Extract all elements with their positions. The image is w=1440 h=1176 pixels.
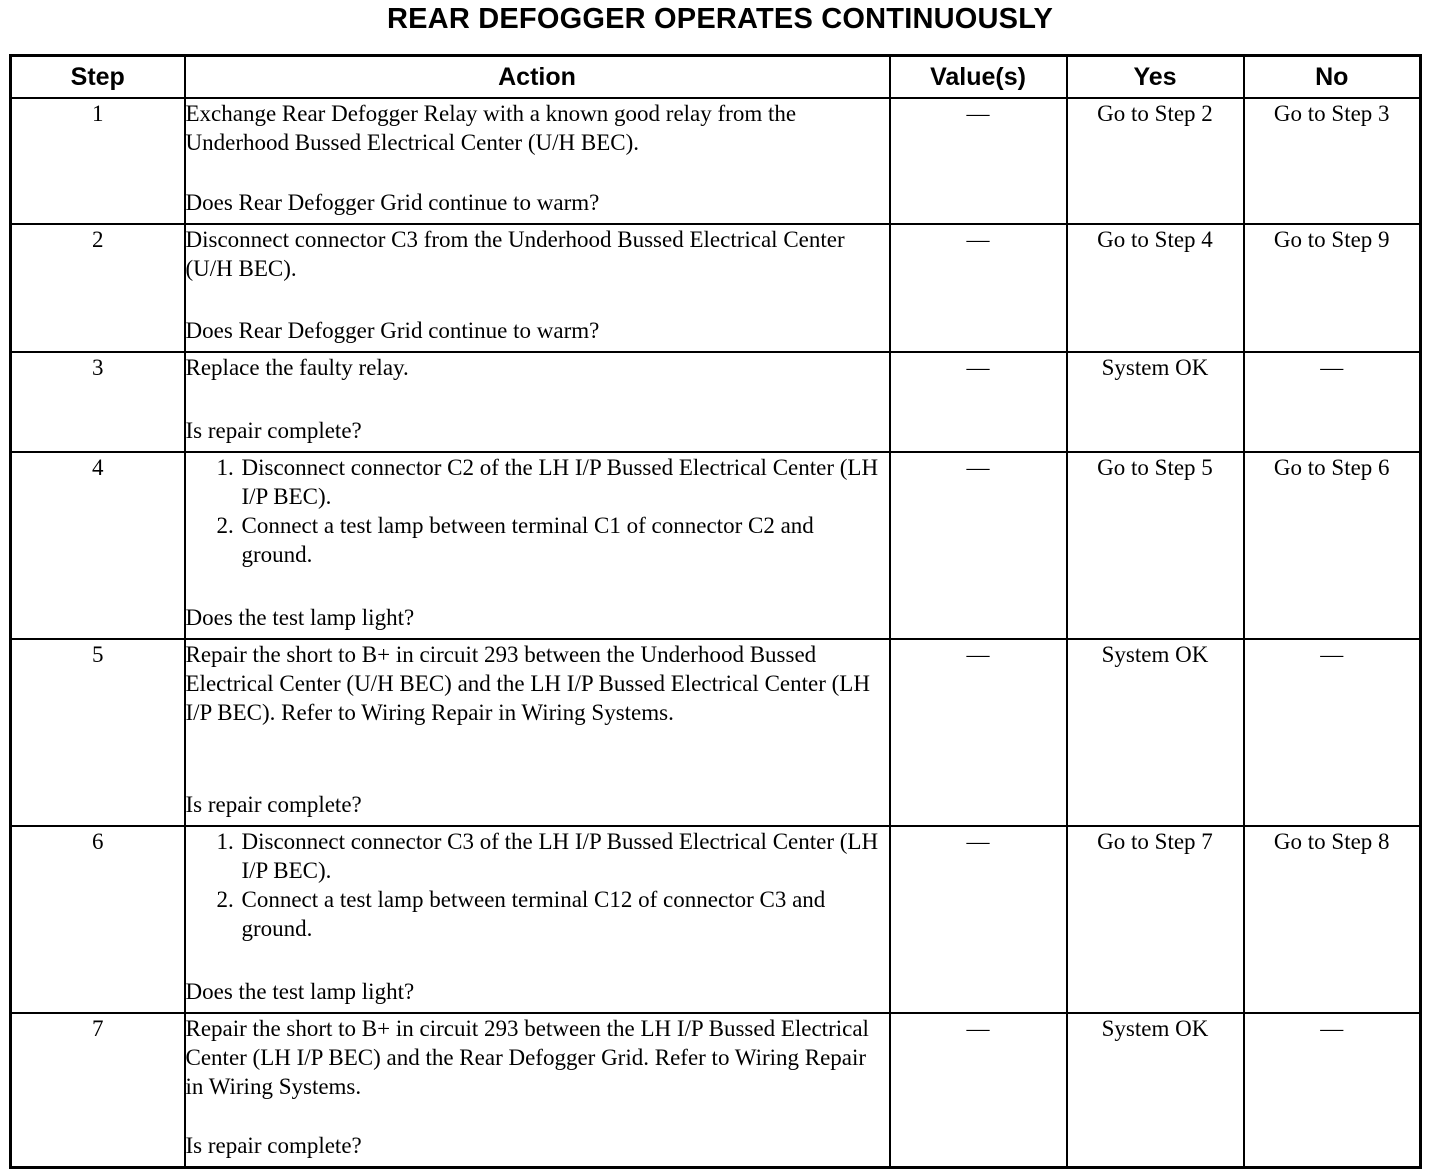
table-row bbox=[11, 98, 1421, 224]
action-instructions bbox=[186, 827, 889, 943]
step-number: 7 bbox=[11, 1013, 185, 1167]
action-content bbox=[186, 99, 889, 217]
action-cell bbox=[185, 98, 890, 224]
diagnostic-table bbox=[9, 54, 1422, 1169]
header-action: Action bbox=[185, 56, 890, 99]
value-cell: — bbox=[890, 1013, 1067, 1167]
no-result: Go to Step 9 bbox=[1244, 224, 1421, 352]
table-row bbox=[11, 224, 1421, 352]
table-row bbox=[11, 639, 1421, 826]
yes-result: System OK bbox=[1067, 639, 1244, 826]
action-content bbox=[186, 353, 889, 445]
no-result: — bbox=[1244, 639, 1421, 826]
table-body bbox=[11, 98, 1421, 1167]
step-number: 2 bbox=[11, 224, 185, 352]
value-cell: — bbox=[890, 352, 1067, 452]
action-content bbox=[186, 225, 889, 345]
action-content bbox=[186, 827, 889, 1006]
action-instructions bbox=[186, 453, 889, 569]
value-cell: — bbox=[890, 639, 1067, 826]
action-step-item: 1. Disconnect connector C3 of the LH I/P Bussed Electrical Center (LH I/P BEC). bbox=[240, 827, 889, 885]
yes-result: System OK bbox=[1067, 352, 1244, 452]
action-question: Does Rear Defogger Grid continue to warm? bbox=[185, 190, 600, 215]
action-content bbox=[186, 453, 889, 632]
header-values: Value(s) bbox=[890, 56, 1067, 99]
action-instructions bbox=[186, 353, 889, 382]
header-row bbox=[11, 56, 1421, 99]
action-step-item: 1. Disconnect connector C2 of the LH I/P Bussed Electrical Center (LH I/P BEC). bbox=[240, 453, 889, 511]
action-question: Is repair complete? bbox=[185, 1133, 362, 1158]
action-step-item: 2. Connect a test lamp between terminal C1 of connector C2 and ground. bbox=[240, 511, 889, 569]
action-question: Is repair complete? bbox=[185, 792, 362, 817]
action-instructions bbox=[186, 99, 889, 157]
action-instructions bbox=[186, 225, 889, 283]
action-text: Exchange Rear Defogger Relay with a known good relay from the Underhood Bussed Electrical Center (U/H BEC). bbox=[185, 101, 797, 155]
header-step: Step bbox=[11, 56, 185, 99]
value-cell: — bbox=[890, 98, 1067, 224]
no-result: — bbox=[1244, 1013, 1421, 1167]
value-cell: — bbox=[890, 452, 1067, 639]
action-step-item: 2. Connect a test lamp between terminal C12 of connector C3 and ground. bbox=[240, 885, 889, 943]
table-row bbox=[11, 826, 1421, 1013]
value-cell: — bbox=[890, 224, 1067, 352]
value-cell: — bbox=[890, 826, 1067, 1013]
yes-result: Go to Step 7 bbox=[1067, 826, 1244, 1013]
action-content bbox=[186, 1014, 889, 1160]
action-steps-list bbox=[186, 827, 889, 943]
action-text: Repair the short to B+ in circuit 293 between the LH I/P Bussed Electrical Center (LH I/P BEC) and the Rear Defogger Grid. Refer to Wiring Repair in Wiring Systems. bbox=[185, 1016, 869, 1099]
action-cell bbox=[185, 224, 890, 352]
no-result: Go to Step 3 bbox=[1244, 98, 1421, 224]
table-row bbox=[11, 452, 1421, 639]
table-row bbox=[11, 352, 1421, 452]
yes-result: Go to Step 4 bbox=[1067, 224, 1244, 352]
table-row bbox=[11, 1013, 1421, 1167]
action-question: Does Rear Defogger Grid continue to warm? bbox=[185, 318, 600, 343]
header-yes: Yes bbox=[1067, 56, 1244, 99]
page-title: REAR DEFOGGER OPERATES CONTINUOUSLY bbox=[386, 3, 1053, 35]
yes-result: Go to Step 2 bbox=[1067, 98, 1244, 224]
yes-result: System OK bbox=[1067, 1013, 1244, 1167]
no-result: Go to Step 6 bbox=[1244, 452, 1421, 639]
action-text: Replace the faulty relay. bbox=[185, 355, 409, 380]
action-question: Is repair complete? bbox=[185, 418, 362, 443]
action-steps-list bbox=[186, 453, 889, 569]
step-number: 1 bbox=[11, 98, 185, 224]
action-cell bbox=[185, 1013, 890, 1167]
yes-result: Go to Step 5 bbox=[1067, 452, 1244, 639]
action-instructions bbox=[186, 1014, 889, 1101]
action-question: Does the test lamp light? bbox=[185, 979, 415, 1004]
no-result: — bbox=[1244, 352, 1421, 452]
action-text: Disconnect connector C3 from the Underhood Bussed Electrical Center (U/H BEC). bbox=[185, 227, 845, 281]
action-content bbox=[186, 640, 889, 819]
step-number: 5 bbox=[11, 639, 185, 826]
header-no: No bbox=[1244, 56, 1421, 99]
no-result: Go to Step 8 bbox=[1244, 826, 1421, 1013]
action-cell bbox=[185, 826, 890, 1013]
action-cell bbox=[185, 639, 890, 826]
step-number: 4 bbox=[11, 452, 185, 639]
action-instructions bbox=[186, 640, 889, 727]
action-cell bbox=[185, 452, 890, 639]
action-question: Does the test lamp light? bbox=[185, 605, 415, 630]
step-number: 6 bbox=[11, 826, 185, 1013]
action-text: Repair the short to B+ in circuit 293 between the Underhood Bussed Electrical Center (U/H BEC) and the LH I/P Bussed Electrical Center (LH I/P BEC). Refer to Wiring Repair in Wiring Systems. bbox=[185, 642, 870, 725]
step-number: 3 bbox=[11, 352, 185, 452]
action-cell bbox=[185, 352, 890, 452]
